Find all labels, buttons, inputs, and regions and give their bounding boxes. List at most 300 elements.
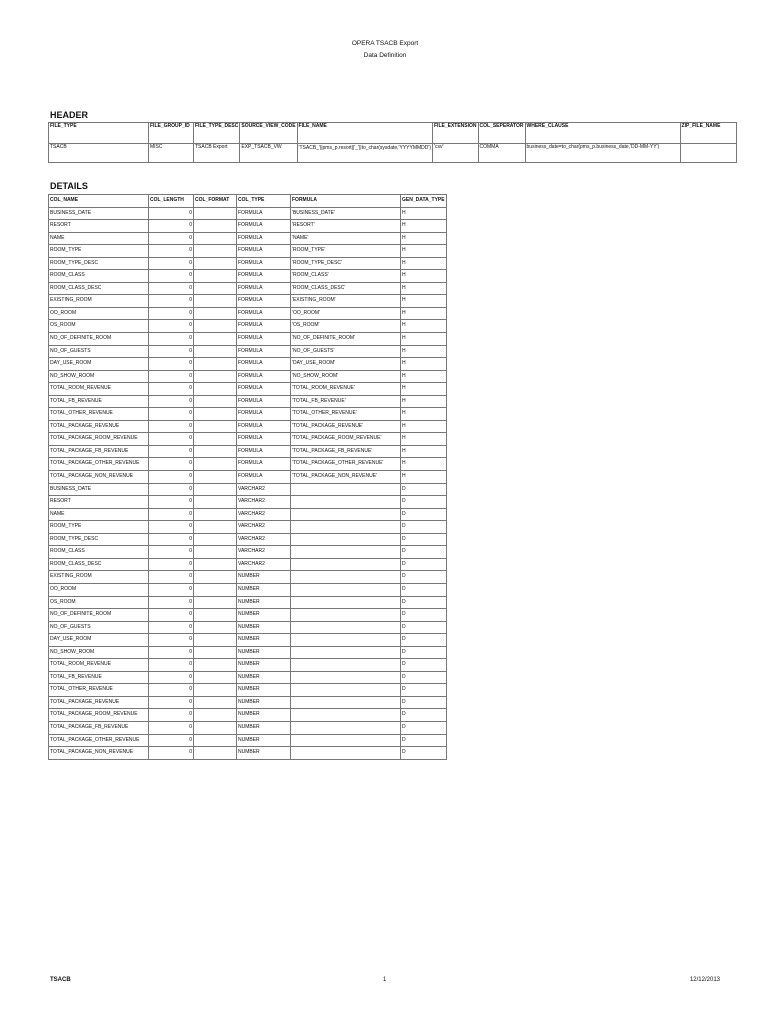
table-cell: 'OO_ROOM' — [291, 307, 401, 320]
table-cell: H — [401, 395, 447, 408]
table-cell: BUSINESS_DATE — [49, 207, 149, 220]
table-cell: TOTAL_PACKAGE_FB_REVENUE — [49, 721, 149, 734]
table-cell — [194, 257, 237, 270]
table-cell — [194, 408, 237, 421]
table-row — [49, 571, 447, 584]
table-cell: D — [401, 646, 447, 659]
table-cell: 0 — [149, 596, 194, 609]
table-cell: 0 — [149, 458, 194, 471]
table-cell: 'csv' — [433, 144, 479, 163]
table-cell: 0 — [149, 734, 194, 747]
table-cell — [291, 571, 401, 584]
table-row — [49, 433, 447, 446]
table-cell — [194, 232, 237, 245]
table-cell: FORMULA — [237, 445, 291, 458]
table-cell — [291, 483, 401, 496]
table-cell: NO_OF_DEFINITE_ROOM — [49, 609, 149, 622]
document-subtitle: Data Definition — [363, 52, 407, 59]
table-cell — [194, 508, 237, 521]
table-cell: 0 — [149, 207, 194, 220]
table-cell: 0 — [149, 483, 194, 496]
table-cell: 'ROOM_TYPE_DESC' — [291, 257, 401, 270]
table-cell: H — [401, 458, 447, 471]
table-cell: 0 — [149, 533, 194, 546]
table-cell: BUSINESS_DATE — [49, 483, 149, 496]
table-row — [49, 320, 447, 333]
table-cell: 0 — [149, 508, 194, 521]
table-cell — [194, 533, 237, 546]
table-cell: VARCHAR2 — [237, 558, 291, 571]
table-cell: FORMULA — [237, 307, 291, 320]
table-cell: 0 — [149, 659, 194, 672]
details-table — [48, 194, 447, 760]
table-cell — [680, 144, 736, 163]
table-cell: 0 — [149, 358, 194, 371]
table-cell — [194, 220, 237, 233]
table-row — [49, 408, 447, 421]
table-cell: 0 — [149, 634, 194, 647]
table-cell: H — [401, 333, 447, 346]
table-cell: NUMBER — [237, 646, 291, 659]
table-cell: 'BUSINESS_DATE' — [291, 207, 401, 220]
table-cell: TOTAL_PACKAGE_NON_REVENUE — [49, 471, 149, 484]
table-cell: TOTAL_PACKAGE_OTHER_REVENUE — [49, 734, 149, 747]
table-cell: H — [401, 270, 447, 283]
table-cell: NO_SHOW_ROOM — [49, 370, 149, 383]
table-cell: 0 — [149, 671, 194, 684]
table-cell: FORMULA — [237, 345, 291, 358]
table-cell: NUMBER — [237, 609, 291, 622]
table-cell: D — [401, 684, 447, 697]
table-cell: TOTAL_FB_REVENUE — [49, 671, 149, 684]
table-cell: TOTAL_OTHER_REVENUE — [49, 408, 149, 421]
table-cell: DAY_USE_ROOM — [49, 634, 149, 647]
table-cell — [194, 734, 237, 747]
table-cell: NUMBER — [237, 734, 291, 747]
table-cell — [194, 696, 237, 709]
table-row — [49, 533, 447, 546]
table-cell — [291, 533, 401, 546]
table-cell: ROOM_CLASS — [49, 546, 149, 559]
table-row — [49, 207, 447, 220]
table-cell — [194, 521, 237, 534]
table-cell: FORMULA — [237, 207, 291, 220]
table-cell — [194, 395, 237, 408]
table-row — [49, 270, 447, 283]
table-cell — [194, 684, 237, 697]
table-cell: NUMBER — [237, 709, 291, 722]
table-cell: D — [401, 659, 447, 672]
table-cell: OS_ROOM — [49, 320, 149, 333]
table-row — [49, 220, 447, 233]
table-cell: D — [401, 558, 447, 571]
table-cell: 0 — [149, 257, 194, 270]
table-cell: ROOM_TYPE — [49, 245, 149, 258]
table-cell: H — [401, 445, 447, 458]
table-row — [49, 609, 447, 622]
table-cell: OO_ROOM — [49, 307, 149, 320]
column-header: GEN_DATA_TYPE — [401, 195, 447, 208]
table-row — [49, 445, 447, 458]
table-cell: 'TSACB_'||pms_p.resort||'_'||to_char(sysdate,'YYYYMMDD') — [297, 144, 432, 163]
table-cell: H — [401, 257, 447, 270]
table-row — [49, 671, 447, 684]
table-cell: VARCHAR2 — [237, 496, 291, 509]
table-cell — [194, 370, 237, 383]
table-cell: D — [401, 483, 447, 496]
table-row — [49, 684, 447, 697]
table-cell: OS_ROOM — [49, 596, 149, 609]
table-cell: VARCHAR2 — [237, 533, 291, 546]
table-cell: 'TOTAL_PACKAGE_ROOM_REVENUE' — [291, 433, 401, 446]
table-cell — [194, 621, 237, 634]
page-number: 1 — [383, 977, 387, 983]
table-cell: FORMULA — [237, 295, 291, 308]
table-cell: 'TOTAL_PACKAGE_FB_REVENUE' — [291, 445, 401, 458]
table-cell: FORMULA — [237, 257, 291, 270]
table-cell: 0 — [149, 220, 194, 233]
table-cell: FORMULA — [237, 408, 291, 421]
table-cell: FORMULA — [237, 420, 291, 433]
table-cell: D — [401, 571, 447, 584]
table-cell: RESORT — [49, 220, 149, 233]
table-cell: D — [401, 709, 447, 722]
table-cell: 'ROOM_TYPE' — [291, 245, 401, 258]
table-cell: 0 — [149, 433, 194, 446]
table-cell — [194, 659, 237, 672]
table-cell: FORMULA — [237, 245, 291, 258]
table-cell: NUMBER — [237, 621, 291, 634]
table-cell: D — [401, 596, 447, 609]
table-cell — [194, 609, 237, 622]
table-cell: NUMBER — [237, 583, 291, 596]
table-cell: H — [401, 420, 447, 433]
table-cell — [291, 558, 401, 571]
table-cell — [291, 747, 401, 760]
table-cell — [194, 307, 237, 320]
column-header: FILE_TYPE — [49, 123, 149, 144]
table-cell — [194, 345, 237, 358]
table-cell: 0 — [149, 333, 194, 346]
table-cell: FORMULA — [237, 383, 291, 396]
table-row — [49, 358, 447, 371]
table-cell — [194, 245, 237, 258]
table-row — [49, 558, 447, 571]
table-cell: 0 — [149, 558, 194, 571]
table-cell: D — [401, 508, 447, 521]
table-cell: 0 — [149, 684, 194, 697]
table-cell: D — [401, 671, 447, 684]
table-cell: NAME — [49, 232, 149, 245]
table-cell: 0 — [149, 583, 194, 596]
table-cell: 'TOTAL_PACKAGE_REVENUE' — [291, 420, 401, 433]
table-cell: 'RESORT' — [291, 220, 401, 233]
table-cell: 'ROOM_CLASS' — [291, 270, 401, 283]
table-cell — [194, 483, 237, 496]
table-cell: 'EXISTING_ROOM' — [291, 295, 401, 308]
column-header: FILE_NAME — [297, 123, 432, 144]
column-header: WHERE_CLAUSE — [525, 123, 680, 144]
table-row — [49, 483, 447, 496]
table-cell: 0 — [149, 721, 194, 734]
table-cell: H — [401, 471, 447, 484]
table-cell: business_date=to_char(pms_p.business_date,'DD-MM-YY') — [525, 144, 680, 163]
table-cell: TOTAL_PACKAGE_FB_REVENUE — [49, 445, 149, 458]
table-cell: H — [401, 282, 447, 295]
table-cell: 'TOTAL_PACKAGE_NON_REVENUE' — [291, 471, 401, 484]
column-header: COL_TYPE — [237, 195, 291, 208]
header-table — [48, 122, 737, 163]
table-cell: TOTAL_PACKAGE_OTHER_REVENUE — [49, 458, 149, 471]
table-cell: 0 — [149, 320, 194, 333]
table-cell: D — [401, 721, 447, 734]
table-cell: 'TOTAL_PACKAGE_OTHER_REVENUE' — [291, 458, 401, 471]
table-cell — [194, 458, 237, 471]
table-cell: VARCHAR2 — [237, 546, 291, 559]
table-row — [49, 295, 447, 308]
table-cell — [194, 671, 237, 684]
details-section-label: DETAILS — [50, 181, 88, 191]
table-row — [49, 696, 447, 709]
table-row — [49, 345, 447, 358]
table-cell — [194, 433, 237, 446]
table-cell — [194, 270, 237, 283]
table-cell: H — [401, 383, 447, 396]
table-cell — [194, 583, 237, 596]
table-cell: FORMULA — [237, 471, 291, 484]
table-cell: D — [401, 546, 447, 559]
table-row — [49, 508, 447, 521]
table-cell: 0 — [149, 646, 194, 659]
table-cell: 0 — [149, 232, 194, 245]
table-cell: ROOM_CLASS — [49, 270, 149, 283]
table-cell: NUMBER — [237, 571, 291, 584]
table-cell: 0 — [149, 747, 194, 760]
table-cell: D — [401, 496, 447, 509]
table-row — [49, 245, 447, 258]
table-cell — [194, 596, 237, 609]
column-header: FORMULA — [291, 195, 401, 208]
table-row — [49, 282, 447, 295]
table-cell: D — [401, 734, 447, 747]
table-cell: NUMBER — [237, 721, 291, 734]
table-cell: EXISTING_ROOM — [49, 571, 149, 584]
table-row — [49, 709, 447, 722]
table-cell: TOTAL_PACKAGE_REVENUE — [49, 696, 149, 709]
column-header: COL_SEPERATOR — [478, 123, 525, 144]
table-cell: 0 — [149, 307, 194, 320]
table-cell: FORMULA — [237, 370, 291, 383]
table-cell — [194, 295, 237, 308]
table-row — [49, 634, 447, 647]
table-cell — [194, 207, 237, 220]
table-cell — [194, 634, 237, 647]
table-cell: FORMULA — [237, 358, 291, 371]
header-table-header-row — [49, 123, 737, 144]
table-cell: NAME — [49, 508, 149, 521]
table-cell: FORMULA — [237, 232, 291, 245]
table-cell — [291, 621, 401, 634]
table-cell: FORMULA — [237, 220, 291, 233]
table-cell: 0 — [149, 709, 194, 722]
table-cell — [194, 420, 237, 433]
table-cell: TOTAL_FB_REVENUE — [49, 395, 149, 408]
table-cell: 'NAME' — [291, 232, 401, 245]
table-cell — [194, 320, 237, 333]
table-cell: 'TOTAL_FB_REVENUE' — [291, 395, 401, 408]
table-cell: H — [401, 207, 447, 220]
table-cell: NUMBER — [237, 747, 291, 760]
table-cell: FORMULA — [237, 395, 291, 408]
table-cell: 0 — [149, 345, 194, 358]
table-cell: 0 — [149, 521, 194, 534]
table-cell: 0 — [149, 383, 194, 396]
table-cell: H — [401, 232, 447, 245]
table-cell: D — [401, 747, 447, 760]
table-cell — [291, 671, 401, 684]
table-cell: TOTAL_ROOM_REVENUE — [49, 659, 149, 672]
table-row — [49, 521, 447, 534]
table-row — [49, 496, 447, 509]
table-cell — [291, 609, 401, 622]
table-cell: 0 — [149, 621, 194, 634]
table-cell: MISC — [149, 144, 194, 163]
document-title: OPERA TSACB Export — [351, 40, 419, 47]
table-row — [49, 458, 447, 471]
table-cell: 0 — [149, 445, 194, 458]
table-cell: NUMBER — [237, 696, 291, 709]
table-cell: 'TOTAL_OTHER_REVENUE' — [291, 408, 401, 421]
table-cell: TOTAL_PACKAGE_ROOM_REVENUE — [49, 709, 149, 722]
table-cell: D — [401, 521, 447, 534]
table-cell: 'NO_OF_DEFINITE_ROOM' — [291, 333, 401, 346]
table-cell: 0 — [149, 395, 194, 408]
table-cell: 'DAY_USE_ROOM' — [291, 358, 401, 371]
header-table-data-row — [49, 144, 737, 163]
table-cell — [194, 571, 237, 584]
table-cell: D — [401, 634, 447, 647]
table-row — [49, 333, 447, 346]
table-cell: D — [401, 609, 447, 622]
table-cell: H — [401, 370, 447, 383]
table-cell: 0 — [149, 496, 194, 509]
table-cell — [194, 721, 237, 734]
table-row — [49, 546, 447, 559]
table-cell: D — [401, 621, 447, 634]
column-header: ZIP_FILE_NAME — [680, 123, 736, 144]
table-cell: FORMULA — [237, 458, 291, 471]
table-row — [49, 747, 447, 760]
table-cell: VARCHAR2 — [237, 521, 291, 534]
table-cell: NUMBER — [237, 659, 291, 672]
table-cell: TOTAL_PACKAGE_ROOM_REVENUE — [49, 433, 149, 446]
table-cell: H — [401, 320, 447, 333]
table-cell: 0 — [149, 295, 194, 308]
table-cell: 0 — [149, 696, 194, 709]
table-cell — [194, 646, 237, 659]
table-cell: H — [401, 220, 447, 233]
table-cell: VARCHAR2 — [237, 483, 291, 496]
table-cell: 'ROOM_CLASS_DESC' — [291, 282, 401, 295]
table-cell: H — [401, 408, 447, 421]
table-cell: H — [401, 345, 447, 358]
table-cell — [291, 659, 401, 672]
table-cell: FORMULA — [237, 433, 291, 446]
table-cell — [194, 471, 237, 484]
column-header: COL_LENGTH — [149, 195, 194, 208]
table-cell: NUMBER — [237, 596, 291, 609]
table-cell — [194, 383, 237, 396]
table-cell — [194, 709, 237, 722]
table-row — [49, 232, 447, 245]
table-cell: H — [401, 295, 447, 308]
table-cell — [291, 546, 401, 559]
table-cell — [291, 709, 401, 722]
header-section-label: HEADER — [50, 110, 89, 120]
table-cell: 0 — [149, 571, 194, 584]
table-row — [49, 383, 447, 396]
table-cell: 0 — [149, 245, 194, 258]
table-cell — [194, 496, 237, 509]
table-row — [49, 257, 447, 270]
table-cell: TOTAL_PACKAGE_REVENUE — [49, 420, 149, 433]
table-cell — [291, 721, 401, 734]
table-cell — [291, 596, 401, 609]
table-cell — [194, 445, 237, 458]
table-cell: NO_OF_DEFINITE_ROOM — [49, 333, 149, 346]
table-cell: OO_ROOM — [49, 583, 149, 596]
table-cell — [291, 508, 401, 521]
table-cell: NUMBER — [237, 684, 291, 697]
table-cell: ROOM_TYPE_DESC — [49, 533, 149, 546]
table-cell: COMMA — [478, 144, 525, 163]
table-cell: ROOM_CLASS_DESC — [49, 282, 149, 295]
table-cell: 0 — [149, 270, 194, 283]
table-cell: NO_SHOW_ROOM — [49, 646, 149, 659]
table-row — [49, 583, 447, 596]
table-cell — [291, 646, 401, 659]
table-cell: ROOM_CLASS_DESC — [49, 558, 149, 571]
table-cell: EXP_TSACB_VW — [240, 144, 297, 163]
table-cell: 0 — [149, 282, 194, 295]
table-cell: DAY_USE_ROOM — [49, 358, 149, 371]
table-cell — [291, 634, 401, 647]
table-row — [49, 420, 447, 433]
column-header: COL_NAME — [49, 195, 149, 208]
table-cell: VARCHAR2 — [237, 508, 291, 521]
table-cell: 0 — [149, 471, 194, 484]
table-cell: EXISTING_ROOM — [49, 295, 149, 308]
footer-date: 12/12/2013 — [689, 977, 720, 983]
table-row — [49, 721, 447, 734]
table-cell: TOTAL_PACKAGE_NON_REVENUE — [49, 747, 149, 760]
table-row — [49, 395, 447, 408]
table-cell: 0 — [149, 370, 194, 383]
table-cell: FORMULA — [237, 333, 291, 346]
column-header: COL_FORMAT — [194, 195, 237, 208]
table-cell: 0 — [149, 408, 194, 421]
table-cell — [291, 696, 401, 709]
table-cell — [291, 583, 401, 596]
table-cell: H — [401, 433, 447, 446]
table-cell: TOTAL_OTHER_REVENUE — [49, 684, 149, 697]
column-header: SOURCE_VIEW_CODE — [240, 123, 297, 144]
table-cell: 'OS_ROOM' — [291, 320, 401, 333]
table-cell: H — [401, 358, 447, 371]
table-row — [49, 307, 447, 320]
table-row — [49, 659, 447, 672]
table-cell — [194, 558, 237, 571]
